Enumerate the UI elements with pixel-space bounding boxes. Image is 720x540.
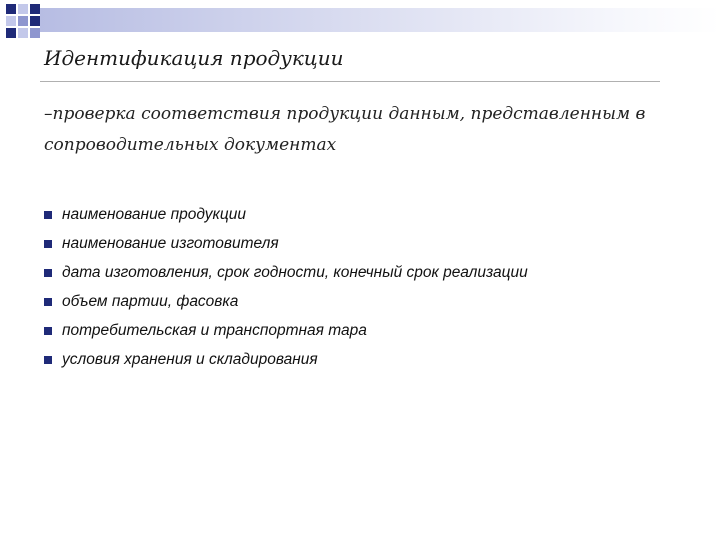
list-item-label: потребительская и транспортная тара bbox=[62, 322, 367, 339]
square-bullet-icon bbox=[44, 211, 52, 219]
square-bullet-icon bbox=[44, 240, 52, 248]
decor-square bbox=[18, 28, 28, 38]
decor-square bbox=[6, 4, 16, 14]
list-item bbox=[44, 258, 528, 287]
square-bullet-icon bbox=[44, 356, 52, 364]
intro-text: –проверка соответствия продукции данным, представленным в сопроводительных документах bbox=[44, 104, 646, 155]
list-item bbox=[44, 287, 528, 316]
decor-square bbox=[30, 4, 40, 14]
list-item-label: дата изготовления, срок годности, конечный срок реализации bbox=[62, 264, 528, 281]
decor-square bbox=[30, 16, 40, 26]
header-gradient-band bbox=[40, 8, 720, 32]
decor-square bbox=[30, 28, 40, 38]
list-item bbox=[44, 229, 528, 258]
list-item-label: условия хранения и складирования bbox=[62, 351, 318, 368]
title-divider bbox=[40, 81, 660, 82]
bullet-list bbox=[44, 200, 528, 374]
square-bullet-icon bbox=[44, 327, 52, 335]
square-bullet-icon bbox=[44, 269, 52, 277]
list-item-label: объем партии, фасовка bbox=[62, 293, 239, 310]
decor-square bbox=[6, 16, 16, 26]
list-item-label: наименование продукции bbox=[62, 206, 246, 223]
decor-square bbox=[18, 4, 28, 14]
list-item bbox=[44, 316, 528, 345]
list-item bbox=[44, 200, 528, 229]
list-item bbox=[44, 345, 528, 374]
slide-title: Идентификация продукции bbox=[44, 46, 344, 70]
decor-square bbox=[6, 28, 16, 38]
square-bullet-icon bbox=[44, 298, 52, 306]
list-item-label: наименование изготовителя bbox=[62, 235, 279, 252]
decor-square bbox=[18, 16, 28, 26]
